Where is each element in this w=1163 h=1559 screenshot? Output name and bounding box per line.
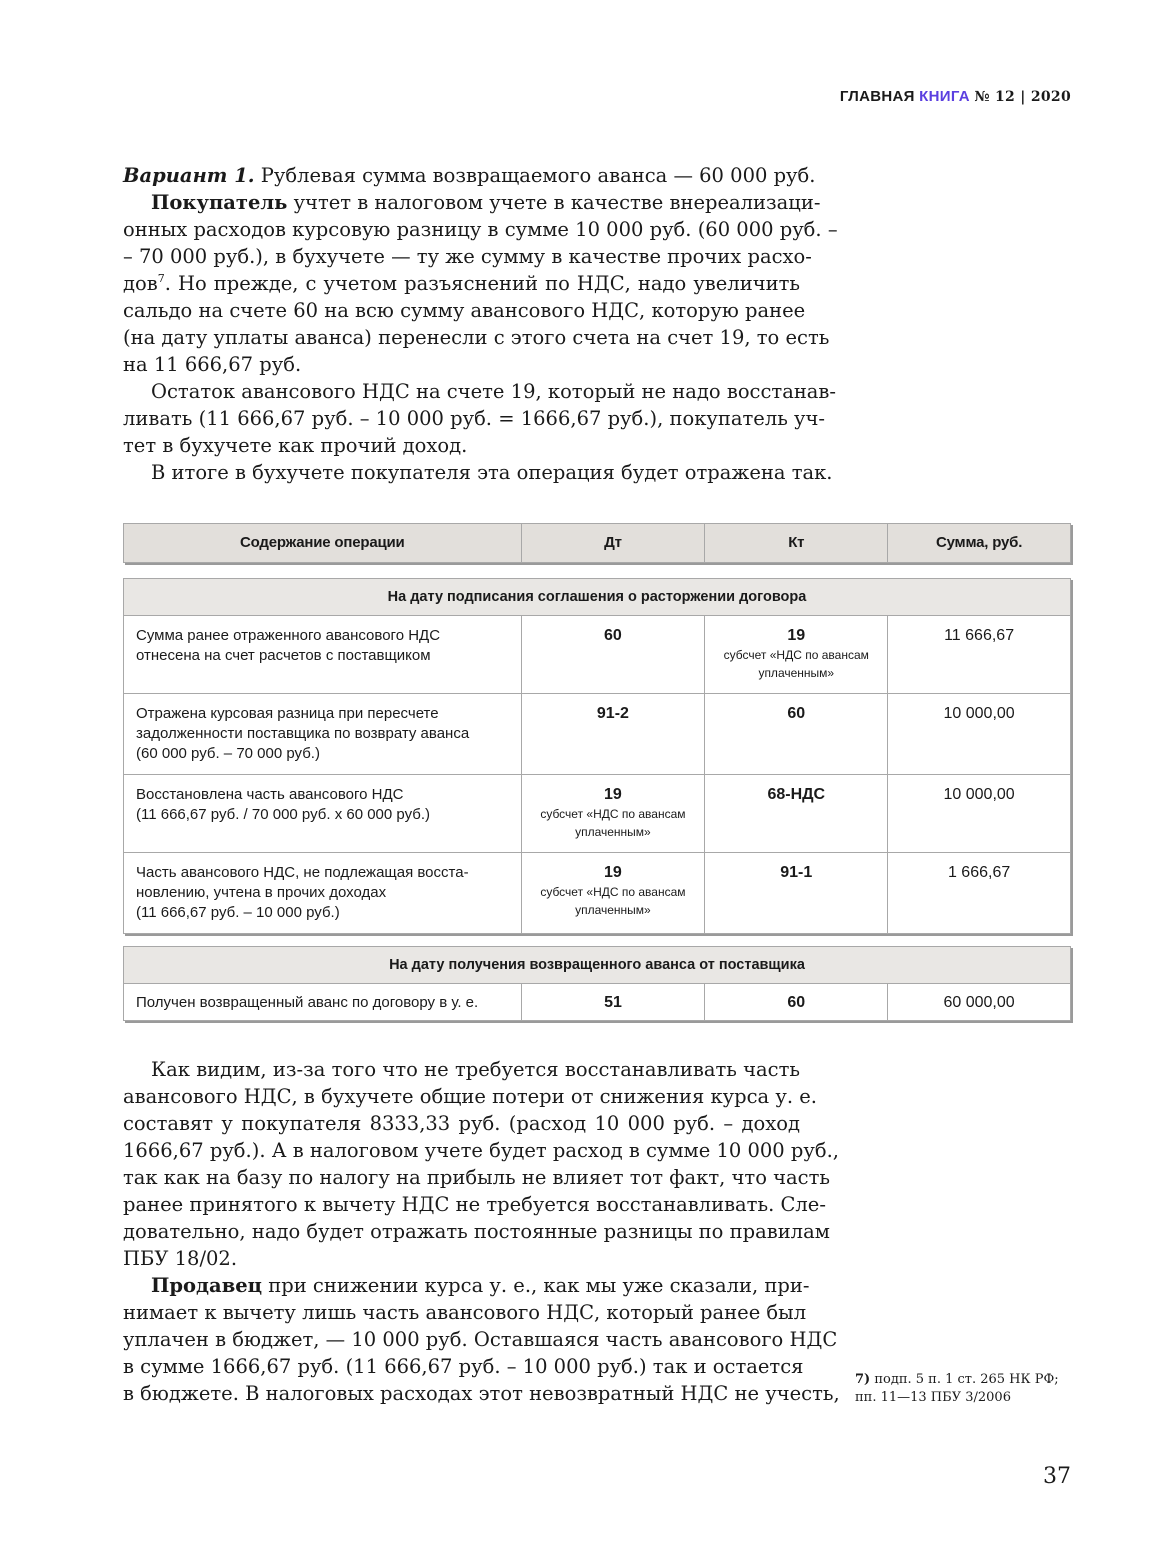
- operation-description: [124, 853, 522, 934]
- table-row: [124, 775, 1071, 853]
- debit-account: [521, 853, 705, 934]
- account-number: 68-НДС: [767, 786, 826, 803]
- text-segment: в сумме 1666,67 руб. (11 666,67 руб. – 10 000 руб.) так и остается: [123, 1355, 804, 1378]
- credit-account: [705, 775, 888, 853]
- amount: 10 000,00: [888, 694, 1071, 775]
- account-number: 51: [604, 994, 622, 1011]
- text-segment: Остаток авансового НДС на счете 19, который не надо восстанав-: [151, 380, 837, 403]
- emphasis-text: Покупатель: [151, 191, 288, 214]
- operation-description: [124, 775, 522, 853]
- text-segment: на 11 666,67 руб.: [123, 353, 302, 376]
- description-line: (11 666,67 руб. – 10 000 руб.): [136, 904, 340, 921]
- credit-account: [705, 984, 888, 1021]
- account-number: 19: [604, 864, 622, 881]
- description-line: (11 666,67 руб. / 70 000 руб. х 60 000 руб.): [136, 806, 431, 823]
- credit-account: [705, 853, 888, 934]
- text-line: [123, 270, 800, 297]
- table-section-signing: [123, 578, 1071, 934]
- debit-account: [521, 775, 705, 853]
- text-line: [123, 1299, 807, 1326]
- subaccount-note: [534, 805, 693, 841]
- text-line: [123, 1326, 838, 1353]
- text-line: [123, 1083, 817, 1110]
- section-title: На дату получения возвращенного аванса от поставщика: [124, 947, 1071, 984]
- footnote: [855, 1371, 1059, 1407]
- subaccount-text: уплаченным»: [575, 825, 651, 839]
- text-segment: Как видим, из-за того что не требуется восстанавливать часть: [151, 1058, 800, 1081]
- emphasis-text: Продавец: [151, 1274, 263, 1297]
- text-line: [123, 297, 806, 324]
- text-line: [123, 1164, 830, 1191]
- text-segment: (на дату уплаты аванса) перенесли с этого счета на счет 19, то есть: [123, 326, 830, 349]
- subaccount-text: уплаченным»: [575, 903, 651, 917]
- table-row: [124, 694, 1071, 775]
- footnote-line-2: пп. 11—13 ПБУ 3/2006: [855, 1390, 1011, 1405]
- table-row: [124, 616, 1071, 694]
- text-line: [123, 1218, 830, 1245]
- text-line: [123, 432, 800, 459]
- description-line: Получен возвращенный аванс по договору в у. е.: [136, 994, 479, 1011]
- masthead-title-accent: КНИГА: [919, 88, 970, 105]
- amount: 1 666,67: [888, 853, 1071, 934]
- text-segment: В итоге в бухучете покупателя эта операция будет отражена так.: [151, 461, 833, 484]
- masthead: [840, 88, 1071, 105]
- section-header-row: [124, 947, 1071, 984]
- text-segment: дов: [123, 272, 158, 295]
- subaccount-text: субсчет «НДС по авансам: [723, 648, 869, 662]
- text-segment: составят у покупателя 8333,33 руб. (расход 10 000 руб. – доход: [123, 1112, 800, 1135]
- amount: 11 666,67: [888, 616, 1071, 694]
- text-segment: Рублевая сумма возвращаемого аванса — 60 000 руб.: [254, 164, 816, 187]
- masthead-title: ГЛАВНАЯ: [839, 88, 915, 105]
- emphasis-text: Вариант 1.: [123, 164, 255, 187]
- text-segment: уплачен в бюджет, — 10 000 руб. Оставшаяся часть авансового НДС: [123, 1328, 838, 1351]
- account-number: 19: [787, 627, 806, 644]
- table-header-row: [124, 524, 1071, 563]
- account-number: 91-1: [780, 864, 813, 881]
- issue-number: № 12 | 2020: [974, 89, 1071, 105]
- description-line: новлению, учтена в прочих доходах: [136, 884, 387, 901]
- footnote-ref: 7: [157, 272, 165, 285]
- account-number: 60: [787, 994, 806, 1011]
- text-line: [123, 378, 837, 405]
- text-line: [123, 351, 800, 378]
- text-segment: онных расходов курсовую разницу в сумме 10 000 руб. (60 000 руб. –: [123, 218, 838, 241]
- text-segment: ливать (11 666,67 руб. – 10 000 руб. = 1666,67 руб.), покупатель уч-: [123, 407, 825, 430]
- text-line: [123, 1380, 840, 1407]
- text-segment: довательно, надо будет отражать постоянные разницы по правилам: [123, 1220, 830, 1243]
- text-segment: в бюджете. В налоговых расходах этот невозвратный НДС не учесть,: [123, 1382, 840, 1405]
- text-segment: при снижении курса у. е., как мы уже сказали, при-: [262, 1274, 810, 1297]
- text-segment: – 70 000 руб.), в бухучете — ту же сумму в качестве прочих расхо-: [123, 245, 812, 268]
- text-line: [123, 162, 816, 189]
- text-line: [123, 405, 825, 432]
- account-number: 19: [604, 786, 622, 803]
- body-text-bottom: [123, 1056, 840, 1407]
- table-section-receipt: [123, 946, 1071, 1021]
- text-segment: сальдо на счете 60 на всю сумму авансового НДС, которую ранее: [123, 299, 806, 322]
- debit-account: [521, 616, 705, 694]
- description-line: Восстановлена часть авансового НДС: [136, 786, 404, 803]
- header-amount: Сумма, руб.: [888, 524, 1071, 563]
- operation-description: [124, 984, 522, 1021]
- text-line: [123, 1191, 826, 1218]
- subaccount-text: субсчет «НДС по авансам: [540, 885, 686, 899]
- header-debit: Дт: [521, 524, 705, 563]
- text-line: [123, 459, 833, 486]
- description-line: задолженности поставщика по возврату аванса: [136, 725, 470, 742]
- text-segment: тет в бухучете как прочий доход.: [123, 434, 468, 457]
- text-segment: авансового НДС, в бухучете общие потери от снижения курса у. е.: [123, 1085, 817, 1108]
- body-text-top: [123, 162, 838, 486]
- description-line: Часть авансового НДС, не подлежащая восста-: [136, 864, 469, 881]
- text-segment: . Но прежде, с учетом разъяснений по НДС, надо увеличить: [164, 272, 800, 295]
- subaccount-note: [534, 883, 693, 919]
- subaccount-text: уплаченным»: [758, 666, 835, 680]
- amount: 10 000,00: [888, 775, 1071, 853]
- account-number: 60: [604, 627, 622, 644]
- text-segment: так как на базу по налогу на прибыль не влияет тот факт, что часть: [123, 1166, 830, 1189]
- subaccount-text: субсчет «НДС по авансам: [540, 807, 686, 821]
- text-line: [123, 189, 821, 216]
- footnote-number: 7): [855, 1372, 871, 1387]
- text-segment: ПБУ 18/02.: [123, 1247, 238, 1270]
- operation-description: [124, 616, 522, 694]
- text-segment: учтет в налоговом учете в качестве внереализаци-: [287, 191, 821, 214]
- section-title: На дату подписания соглашения о расторжении договора: [124, 579, 1071, 616]
- table-header: [123, 523, 1071, 563]
- text-line: [123, 1245, 800, 1272]
- account-number: 60: [787, 705, 806, 722]
- subaccount-note: [717, 646, 875, 682]
- description-line: (60 000 руб. – 70 000 руб.): [136, 745, 320, 762]
- amount: 60 000,00: [888, 984, 1071, 1021]
- description-line: Сумма ранее отраженного авансового НДС: [136, 627, 441, 644]
- debit-account: [521, 984, 705, 1021]
- table-row: [124, 853, 1071, 934]
- page-number: 37: [1043, 1464, 1071, 1489]
- section-header-row: [124, 579, 1071, 616]
- text-line: [123, 216, 838, 243]
- credit-account: [705, 616, 888, 694]
- debit-account: [521, 694, 705, 775]
- text-segment: 1666,67 руб.). А в налоговом учете будет расход в сумме 10 000 руб.,: [123, 1139, 839, 1162]
- description-line: Отражена курсовая разница при пересчете: [136, 705, 439, 722]
- header-description: Содержание операции: [124, 524, 522, 563]
- footnote-line-1: подп. 5 п. 1 ст. 265 НК РФ;: [874, 1372, 1059, 1387]
- description-line: отнесена на счет расчетов с поставщиком: [136, 647, 431, 664]
- credit-account: [705, 694, 888, 775]
- text-segment: ранее принятого к вычету НДС не требуется восстанавливать. Сле-: [123, 1193, 826, 1216]
- table-row: [124, 984, 1071, 1021]
- text-line: [123, 243, 812, 270]
- header-credit: Кт: [705, 524, 888, 563]
- operation-description: [124, 694, 522, 775]
- account-number: 91-2: [596, 705, 629, 722]
- text-line: [123, 1272, 810, 1299]
- text-line: [123, 1056, 800, 1083]
- text-line: [123, 324, 830, 351]
- text-line: [123, 1110, 800, 1137]
- text-line: [123, 1353, 804, 1380]
- text-line: [123, 1137, 839, 1164]
- text-segment: нимает к вычету лишь часть авансового НДС, который ранее был: [123, 1301, 807, 1324]
